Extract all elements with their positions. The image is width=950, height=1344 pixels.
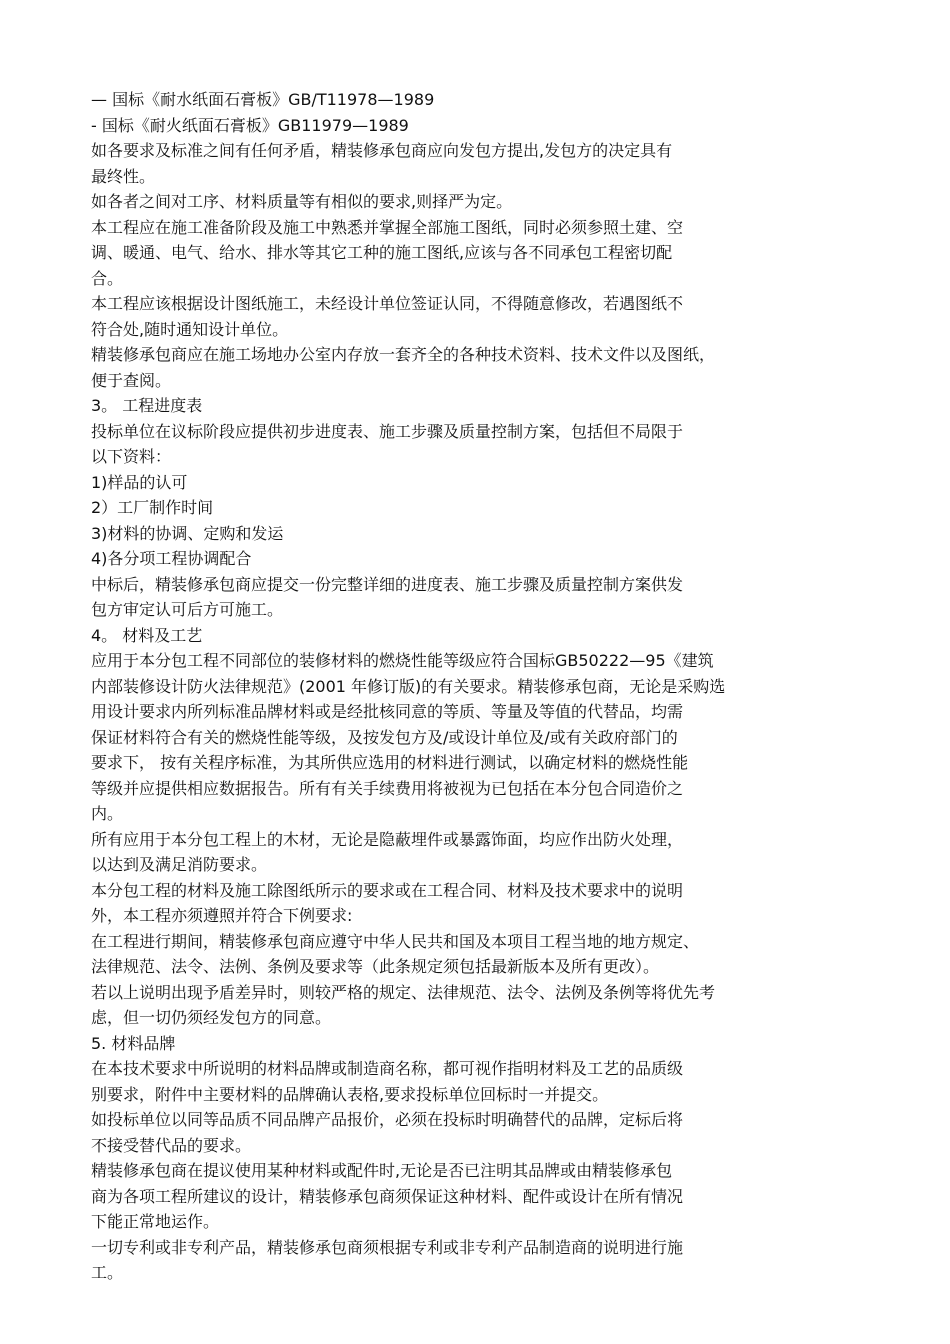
text-line: 便于查阅。 — [91, 370, 172, 390]
text-line: 最终性。 — [91, 166, 156, 186]
text-line: 中标后，精装修承包商应提交一份完整详细的进度表、施工步骤及质量控制方案供发 — [91, 574, 684, 594]
text-line: 如各者之间对工序、材料质量等有相似的要求,则择严为定。 — [91, 192, 513, 211]
text-line: 内部装修设计防火法律规范》(2001 年修订版)的有关要求。精装修承包商，无论是采购选 — [91, 676, 726, 696]
text-line: 保证材料符合有关的燃烧性能等级，及按发包方及/或设计单位及/或有关政府部门的 — [91, 727, 678, 747]
text-line: - 国标《耐火纸面石膏板》GB11979—1989 — [91, 115, 409, 135]
text-line: 外，本工程亦须遵照并符合下例要求: — [91, 906, 353, 925]
list-item: 4)各分项工程协调配合 — [91, 549, 252, 568]
text-line: 若以上说明出现予盾差异时，则较严格的规定、法律规范、法令、法例及条例等将优先考 — [91, 982, 716, 1002]
text-line: 内。 — [91, 804, 124, 823]
text-line: 一切专利或非专利产品，精装修承包商须根据专利或非专利产品制造商的说明进行施 — [91, 1237, 684, 1257]
text-line: 法律规范、法令、法例、条例及要求等（此条规定须包括最新版本及所有更改）。 — [91, 957, 660, 976]
text-line: 符合处,随时通知设计单位。 — [91, 319, 289, 339]
section-heading: 3。 工程进度表 — [91, 396, 203, 415]
list-item: 3)材料的协调、定购和发运 — [91, 523, 284, 543]
text-line: 投标单位在议标阶段应提供初步进度表、施工步骤及质量控制方案，包括但不局限于 — [91, 421, 684, 441]
text-line: 以达到及满足消防要求。 — [91, 855, 268, 874]
text-line: 不接受替代品的要求。 — [91, 1135, 252, 1155]
text-line: 合。 — [91, 268, 124, 288]
text-line: 下能正常地运作。 — [91, 1212, 220, 1231]
text-line: 用设计要求内所列标准品牌材料或是经批核同意的等质、等量及等值的代替品，均需 — [91, 702, 684, 721]
section-heading: 5. 材料品牌 — [91, 1033, 176, 1053]
text-line: 所有应用于本分包工程上的木材，无论是隐蔽埋件或暴露饰面，均应作出防火处理， — [91, 829, 684, 849]
text-line: 工。 — [91, 1263, 124, 1282]
text-line: 如投标单位以同等品质不同品牌产品报价，必须在投标时明确替代的品牌，定标后将 — [91, 1110, 684, 1129]
text-line: 等级并应提供相应数据报告。所有有关手续费用将被视为已包括在本分包合同造价之 — [91, 778, 684, 798]
section-heading: 4。 材料及工艺 — [91, 625, 203, 645]
text-line: 包方审定认可后方可施工。 — [91, 600, 284, 619]
list-item: 2）工厂制作时间 — [91, 498, 214, 517]
document-body — [91, 87, 861, 1286]
list-item: 1)样品的认可 — [91, 472, 188, 492]
text-line: 本工程应在施工准备阶段及施工中熟悉并掌握全部施工图纸，同时必须参照土建、空 — [91, 217, 684, 237]
text-line: 在本技术要求中所说明的材料品牌或制造商名称，都可视作指明材料及工艺的品质级 — [91, 1059, 684, 1078]
text-line: 本工程应该根据设计图纸施工，未经设计单位签证认同，不得随意修改，若遇图纸不 — [91, 294, 684, 313]
text-line: 虑，但一切仍须经发包方的同意。 — [91, 1008, 332, 1027]
text-line: 应用于本分包工程不同部位的装修材料的燃烧性能等级应符合国标GB50222—95《建筑 — [91, 651, 714, 670]
text-line: 在工程进行期间，精装修承包商应遵守中华人民共和国及本项目工程当地的地方规定、 — [91, 931, 700, 951]
text-line: 别要求，附件中主要材料的品牌确认表格,要求投标单位回标时一并提交。 — [91, 1084, 609, 1104]
text-line: 要求下， 按有关程序标准，为其所供应选用的材料进行测试，以确定材料的燃烧性能 — [91, 753, 689, 772]
text-line: 商为各项工程所建议的设计，精装修承包商须保证这种材料、配件或设计在所有情况 — [91, 1186, 684, 1206]
text-line: 调、暖通、电气、给水、排水等其它工种的施工图纸,应该与各不同承包工程密切配 — [91, 243, 673, 262]
text-line: 如各要求及标准之间有任何矛盾，精装修承包商应向发包方提出,发包方的决定具有 — [91, 141, 673, 160]
text-line: 本分包工程的材料及施工除图纸所示的要求或在工程合同、材料及技术要求中的说明 — [91, 880, 684, 900]
text-line: 精装修承包商在提议使用某种材料或配件时,无论是否已注明其品牌或由精装修承包 — [91, 1161, 673, 1180]
text-line: — 国标《耐水纸面石膏板》GB/T11978—1989 — [91, 90, 435, 109]
text-line: 以下资料： — [91, 447, 172, 466]
text-line: 精装修承包商应在施工场地办公室内存放一套齐全的各种技术资料、技术文件以及图纸， — [91, 345, 716, 364]
